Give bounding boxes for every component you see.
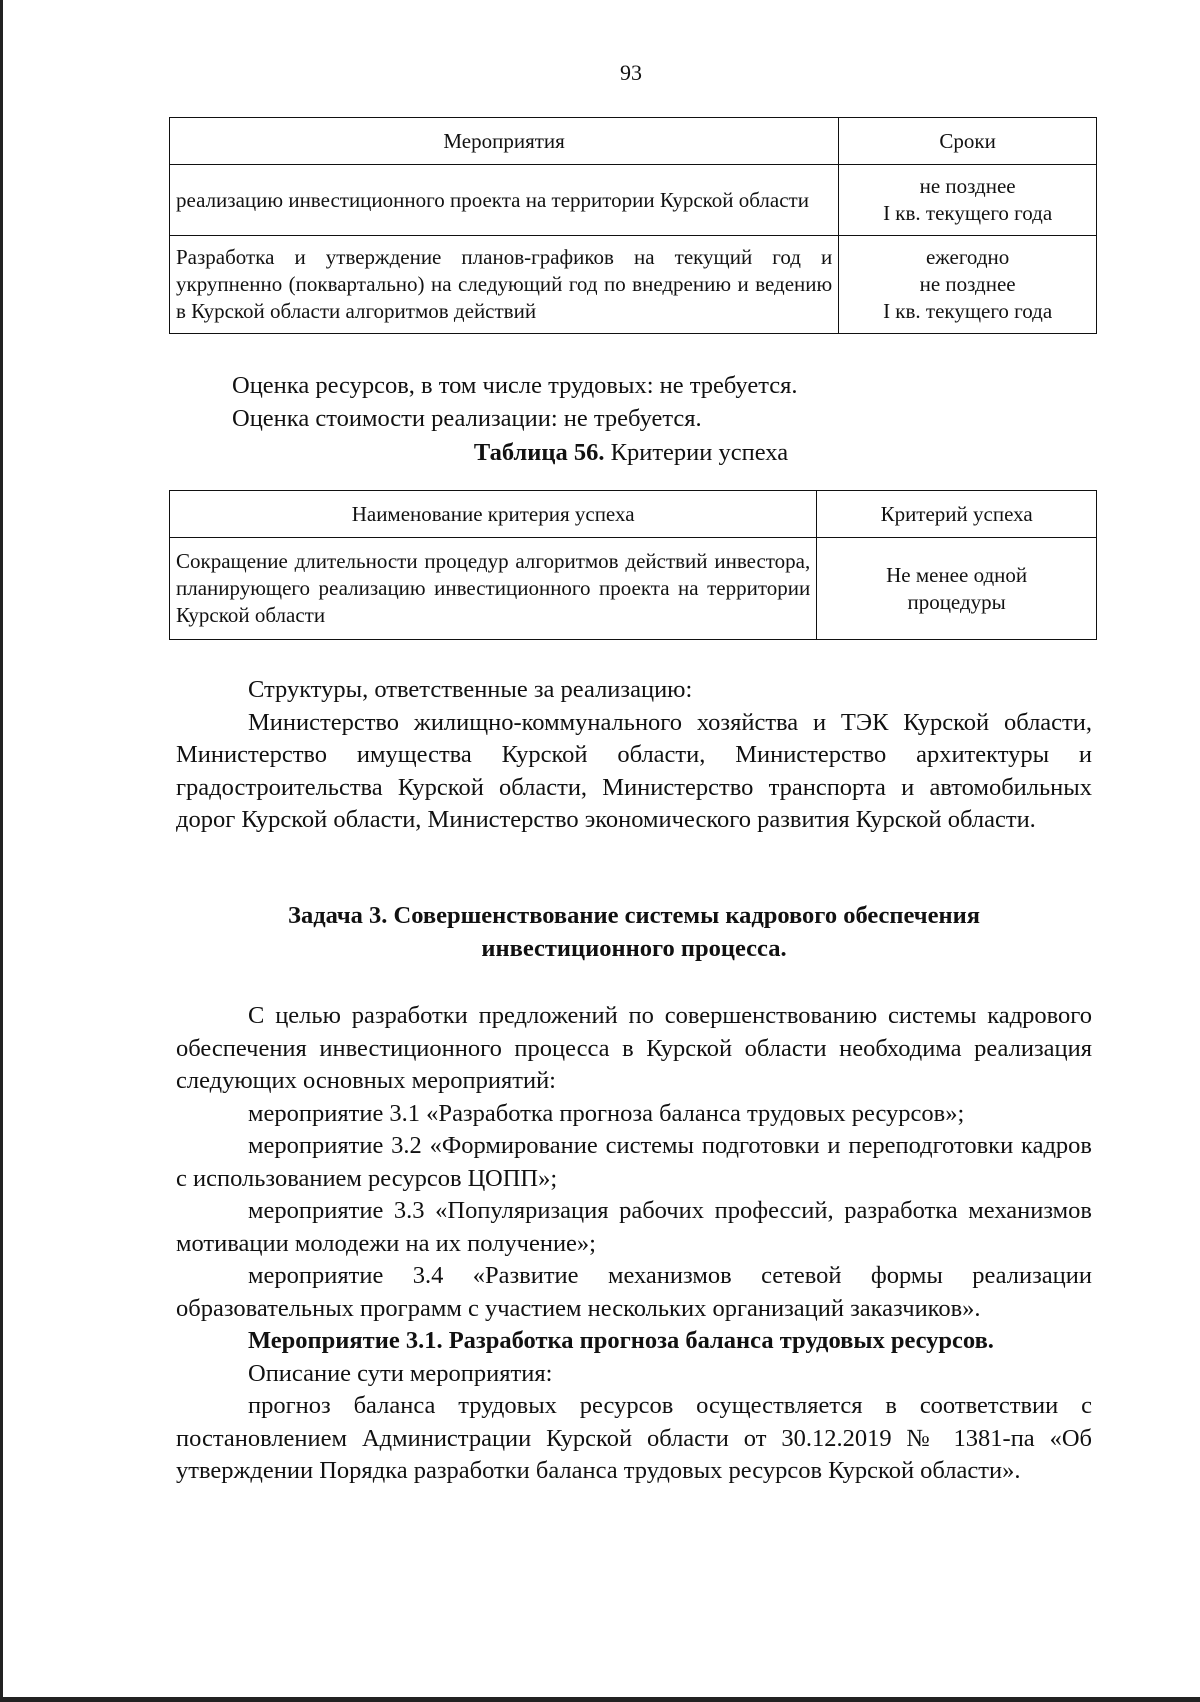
cost-note: Оценка стоимости реализации: не требуется. bbox=[232, 405, 702, 432]
table-header-row bbox=[170, 491, 1097, 538]
success-criteria-table bbox=[169, 490, 1097, 640]
deadline-cell bbox=[839, 236, 1097, 334]
scan-edge-left bbox=[0, 0, 3, 1702]
table-header-cell: Наименование критерия успеха bbox=[170, 491, 817, 538]
measure-item: мероприятие 3.4 «Развитие механизмов сетевой формы реализации образовательных программ с участием нескольких организаций заказчиков». bbox=[176, 1262, 1092, 1322]
table-caption-label: Таблица 56. bbox=[473, 439, 605, 466]
measure-item: мероприятие 3.2 «Формирование системы подготовки и переподготовки кадров с использованием ресурсов ЦОПП»; bbox=[176, 1132, 1092, 1192]
task3-intro: С целью разработки предложений по совершенствованию системы кадрового обеспечения инвестиционного процесса в Курской области необходима реализация следующих основных мероприятий: bbox=[176, 1002, 1092, 1094]
measure31-heading: Мероприятие 3.1. Разработка прогноза баланса трудовых ресурсов. bbox=[248, 1327, 994, 1354]
task3-heading-line: Задача 3. Совершенствование системы кадрового обеспечения bbox=[288, 902, 980, 929]
table-caption bbox=[0, 436, 1200, 469]
measure-item: мероприятие 3.1 «Разработка прогноза баланса трудовых ресурсов»; bbox=[248, 1099, 965, 1127]
responsible-label: Структуры, ответственные за реализацию: bbox=[248, 676, 693, 703]
criterion-value-line: Не менее одной bbox=[886, 562, 1028, 587]
criterion-cell: Сокращение длительности процедур алгоритмов действий инвестора, планирующего реализацию инвестиционного проекта на территории Курской области bbox=[170, 538, 817, 640]
deadline-line: не позднее bbox=[919, 174, 1016, 198]
page-number: 93 bbox=[620, 60, 642, 85]
table-row bbox=[170, 165, 1097, 236]
deadline-line: I кв. текущего года bbox=[883, 299, 1053, 323]
table-row bbox=[170, 236, 1097, 334]
measures-deadlines-table bbox=[169, 117, 1097, 334]
table-caption-title: Критерии успеха bbox=[610, 439, 789, 466]
responsible-section bbox=[176, 674, 1092, 837]
deadline-cell bbox=[839, 165, 1097, 236]
deadline-line: не позднее bbox=[919, 272, 1016, 296]
measure-cell: реализацию инвестиционного проекта на территории Курской области bbox=[170, 165, 839, 236]
deadline-line: ежегодно bbox=[925, 245, 1010, 269]
criterion-value-line: процедуры bbox=[907, 589, 1006, 614]
resources-note: Оценка ресурсов, в том числе трудовых: не требуется. bbox=[232, 372, 798, 399]
description-label: Описание сути мероприятия: bbox=[248, 1359, 553, 1387]
description-text: прогноз баланса трудовых ресурсов осуществляется в соответствии с постановлением Администрации Курской области от 30.12.2019 № 1381-па «Об утверждении Порядка разработки баланса трудовых ресурсов Курской области». bbox=[176, 1392, 1092, 1484]
task3-body bbox=[176, 1000, 1092, 1488]
measure-item: мероприятие 3.3 «Популяризация рабочих профессий, разработка механизмов мотивации молодежи на их получение»; bbox=[176, 1197, 1092, 1257]
table-header-cell: Мероприятия bbox=[170, 118, 839, 165]
criterion-value-cell bbox=[817, 538, 1097, 640]
assessment-notes bbox=[232, 369, 798, 435]
task3-heading-line: инвестиционного процесса. bbox=[481, 935, 787, 962]
scan-edge-bottom bbox=[0, 1697, 1200, 1702]
table-header-row bbox=[170, 118, 1097, 165]
table-row bbox=[170, 538, 1097, 640]
task3-heading bbox=[176, 899, 1092, 965]
deadline-line: I кв. текущего года bbox=[883, 201, 1053, 225]
table-header-cell: Сроки bbox=[839, 118, 1097, 165]
table-header-cell: Критерий успеха bbox=[817, 491, 1097, 538]
measure-cell: Разработка и утверждение планов-графиков на текущий год и укрупненно (поквартально) на следующий год по внедрению и ведению в Курской области алгоритмов действий bbox=[170, 236, 839, 334]
responsible-text: Министерство жилищно-коммунального хозяйства и ТЭК Курской области, Министерство имущества Курской области, Министерство архитектуры и градостроительства Курской области, Министерство транспорта и автомобильных дорог Курской области, Министерство экономического развития Курской области. bbox=[176, 708, 1092, 833]
